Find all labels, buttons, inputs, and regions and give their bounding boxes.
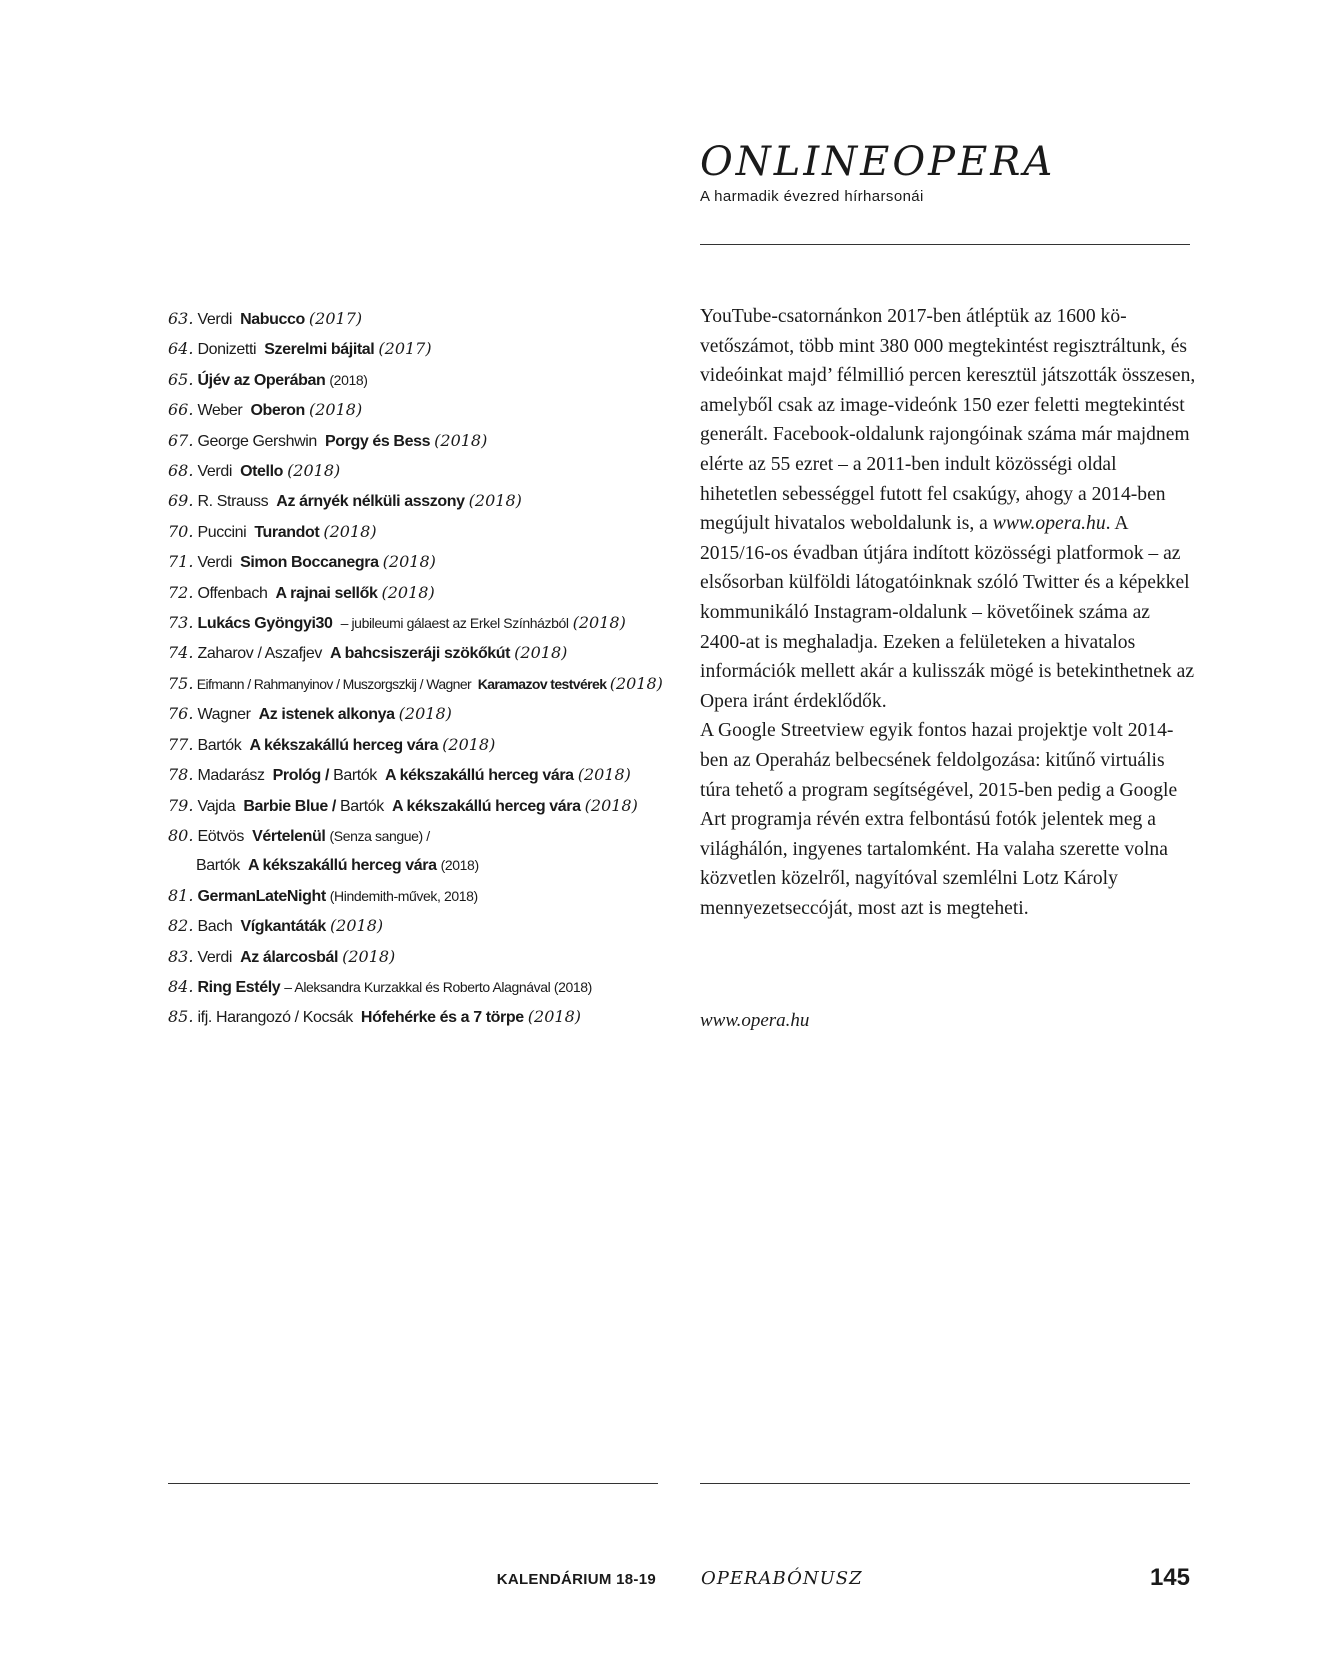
list-item: 70. Puccini Turandot (2018)	[168, 521, 377, 541]
list-item: 72. Offenbach A rajnai sellők (2018)	[168, 582, 435, 602]
list-item: 67. George Gershwin Porgy és Bess (2018)	[168, 430, 488, 450]
website-url: www.opera.hu	[700, 1010, 810, 1031]
paragraph: A Google Streetview egyik fontos hazai projektje volt 2014-ben az Operaház belbecsének feldolgozása: kitűnő virtuális túra tehető a program segítségével, 2015-ben pedig a Google Art programja révén extra felbontású fotók jelentek meg a világhálón, ingyenes tartalomként. Ha valaha szerette volna közvetlen közelről, nagyítóval szemlélni Lotz Károly mennyezetseccóját, most azt is megteheti.	[700, 720, 1178, 919]
list-item: 83. Verdi Az álarcosbál (2018)	[168, 946, 396, 966]
list-item: 69. R. Strauss Az árnyék nélküli asszony (2018)	[168, 491, 522, 511]
list-item: 68. Verdi Otello (2018)	[168, 461, 341, 481]
list-item: 79. Vajda Barbie Blue / Bartók A kékszakállú herceg vára (2018)	[168, 795, 638, 815]
list-item: 75. Eifmann / Rahmanyinov / Muszorgszkij / Wagner Karamazov testvérek (2018)	[168, 673, 663, 693]
website-inline-link: www.opera.hu	[992, 513, 1106, 535]
paragraph: YouTube-csatornánkon 2017-ben átléptük az 1600 követőszámot, több mint 380 000 megtekintést regisztráltunk, és videóinkat majd’ félmillió percen keresztül játszották összesen, amelyből csak az image-videónk 150 ezer feletti megtekintést generált. Facebook-oldalunk rajongóinak száma már majdnem elérte az 55 ezret – a 2011-ben indult közösségi oldal hihetetlen sebességgel futott fel csakúgy, ahogy a 2014-ben megújult hivatalos weboldalunk is, a www.opera.hu. A 2015/16-os évadban útjára indított közösségi platformok – az elsősorban külföldi látogatóinknak szóló Twitter és a képekkel kommunikáló Instagram-oldalunk – követőinek száma az 2400-at is meghaladja. Ezeken a felületeken a hivatalos információk mellett akár a kulisszák mögé is betekinthetnek az Opera iránt érdeklődők.	[700, 306, 1196, 712]
list-item: 66. Weber Oberon (2018)	[168, 400, 363, 420]
production-list	[168, 304, 688, 1033]
list-item: 71. Verdi Simon Boccanegra (2018)	[168, 552, 436, 572]
list-item: 74. Zaharov / Aszafjev A bahcsiszeráji szökőkút (2018)	[168, 643, 568, 663]
section-name: OPERABÓNUSZ	[701, 1568, 863, 1589]
page-title: ONLINEOPERA	[700, 139, 1056, 185]
footer-divider-right	[700, 1483, 1190, 1484]
list-item: 77. Bartók A kékszakállú herceg vára (2018)	[168, 734, 496, 754]
page-subtitle: A harmadik évezred hírharsonái	[700, 188, 924, 205]
list-item: 85. ifj. Harangozó / Kocsák Hófehérke és a 7 törpe (2018)	[168, 1007, 581, 1027]
list-item: 63. Verdi Nabucco (2017)	[168, 309, 363, 328]
list-item: 64. Donizetti Szerelmi bájital (2017)	[168, 339, 432, 359]
list-item: 80. Eötvös Vértelenül (Senza sangue) /	[168, 825, 430, 845]
list-item-continued: Bartók A kékszakállú herceg vára (2018)	[196, 857, 479, 875]
list-item: 73. Lukács Gyöngyi30 – jubileumi gálaest az Erkel Színházból (2018)	[168, 613, 626, 633]
list-item: 78. Madarász Prológ / Bartók A kékszakállú herceg vára (2018)	[168, 765, 631, 785]
list-item: 65. Újév az Operában (2018)	[168, 369, 368, 389]
list-item: 84. Ring Estély – Aleksandra Kurzakkal és Roberto Alagnával (2018)	[168, 976, 592, 996]
list-item: 82. Bach Vígkantáták (2018)	[168, 916, 384, 936]
list-item: 76. Wagner Az istenek alkonya (2018)	[168, 704, 452, 724]
article-body	[700, 302, 1198, 923]
page-header	[700, 138, 1190, 205]
header-divider	[700, 244, 1190, 245]
list-item: 81. GermanLateNight (Hindemith-művek, 2018)	[168, 885, 478, 905]
page-number: 145	[1149, 1564, 1190, 1591]
footer-divider-left	[168, 1483, 658, 1484]
publication-name: KALENDÁRIUM 18-19	[496, 1571, 656, 1588]
